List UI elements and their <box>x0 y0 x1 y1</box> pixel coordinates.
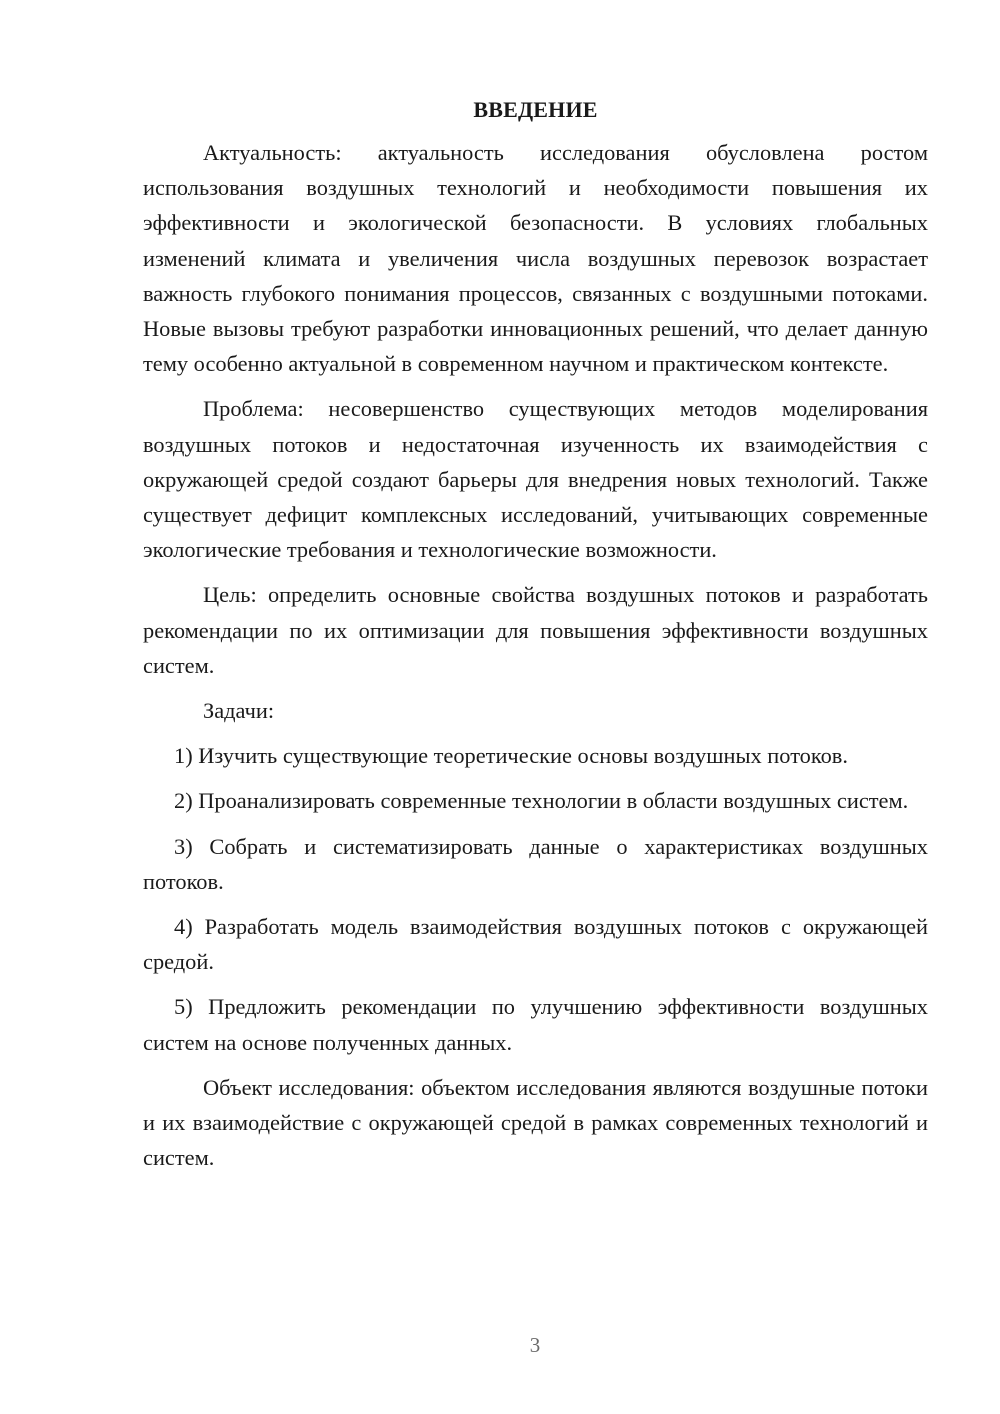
relevance-paragraph: Актуальность: актуальность исследования обусловлена ростом использования воздушных технологий и необходимости повышения их эффективности и экологической безопасности. В условиях глобальных изменений климата и увеличения числа воздушных перевозок возрастает важность глубокого понимания процессов, связанных с воздушными потоками. Новые вызовы требуют разработки инновационных решений, что делает данную тему особенно актуальной в современном научном и практическом контексте. <box>143 140 928 377</box>
page-number: 3 <box>529 1333 541 1357</box>
object-paragraph: Объект исследования: объектом исследования являются воздушные потоки и их взаимодействие с окружающей средой в рамках современных технологий и систем. <box>143 1074 928 1171</box>
document-page <box>143 95 928 1185</box>
goal-paragraph: Цель: определить основные свойства воздушных потоков и разработать рекомендации по их оптимизации для повышения эффективности воздушных систем. <box>143 582 928 678</box>
tasks-heading: Задачи: <box>203 698 275 724</box>
task-item-2: 2) Проанализировать современные технологии в области воздушных систем. <box>174 788 909 814</box>
task-item-5: 5) Предложить рекомендации по улучшению эффективности воздушных систем на основе полученных данных. <box>143 994 928 1055</box>
task-item-4: 4) Разработать модель взаимодействия воздушных потоков с окружающей средой. <box>143 914 928 975</box>
page-title: ВВЕДЕНИЕ <box>473 97 598 122</box>
problem-paragraph: Проблема: несовершенство существующих методов моделирования воздушных потоков и недостаточная изученность их взаимодействия с окружающей средой создают барьеры для внедрения новых технологий. Также существует дефицит комплексных исследований, учитывающих современные экологические требования и технологические возможности. <box>143 396 928 563</box>
task-item-1: 1) Изучить существующие теоретические основы воздушных потоков. <box>174 743 848 769</box>
task-item-3: 3) Собрать и систематизировать данные о характеристиках воздушных потоков. <box>143 833 928 894</box>
